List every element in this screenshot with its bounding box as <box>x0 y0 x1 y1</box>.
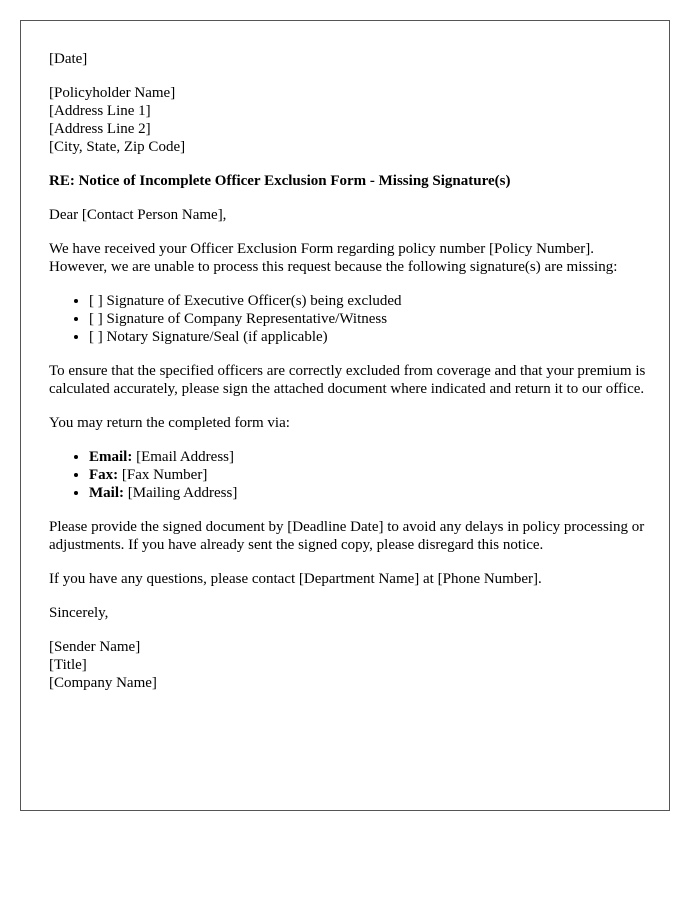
return-method-label: Email: <box>89 449 133 465</box>
return-method-fax <box>89 466 649 484</box>
recipient-name: [Policyholder Name] <box>49 85 176 101</box>
list-item: • [ ] Notary Signature/Seal (if applicable) <box>89 328 649 346</box>
sender-company: [Company Name] <box>49 675 157 691</box>
subject-line: RE: Notice of Incomplete Officer Exclusion Form - Missing Signature(s) <box>49 173 511 189</box>
closing: Sincerely, <box>49 605 109 621</box>
missing-signatures-list <box>49 292 649 346</box>
return-method-value: [Email Address] <box>132 449 234 465</box>
salutation: Dear [Contact Person Name], <box>49 207 227 223</box>
return-methods-list <box>49 448 649 502</box>
signature-block <box>49 638 649 692</box>
return-method-mail <box>89 484 649 502</box>
instructions-paragraph: To ensure that the specified officers are correctly excluded from coverage and that your premium is calculated accurately, please sign the attached document where indicated and return it to our office. <box>49 363 646 397</box>
list-item: • [ ] Signature of Executive Officer(s) being excluded <box>89 292 649 310</box>
contact-paragraph: If you have any questions, please contact [Department Name] at [Phone Number]. <box>49 571 542 587</box>
recipient-city-state-zip: [City, State, Zip Code] <box>49 139 186 155</box>
return-method-value: [Fax Number] <box>118 467 208 483</box>
return-intro: You may return the completed form via: <box>49 415 290 431</box>
deadline-paragraph: Please provide the signed document by [Deadline Date] to avoid any delays in policy processing or adjustments. If you have already sent the signed copy, please disregard this notice. <box>49 519 645 553</box>
return-method-value: [Mailing Address] <box>124 485 238 501</box>
return-method-label: Fax: <box>89 467 119 483</box>
return-method-email <box>89 448 649 466</box>
sender-name: [Sender Name] <box>49 639 141 655</box>
recipient-address-line-1: [Address Line 1] <box>49 103 151 119</box>
sender-title: [Title] <box>49 657 87 673</box>
return-method-label: Mail: <box>89 485 124 501</box>
recipient-address-line-2: [Address Line 2] <box>49 121 151 137</box>
intro-paragraph: We have received your Officer Exclusion Form regarding policy number [Policy Number]. However, we are unable to process this request because the following signature(s) are missing: <box>49 241 618 275</box>
letter-date: [Date] <box>49 51 88 67</box>
letter <box>20 20 670 811</box>
list-item: • [ ] Signature of Company Representative/Witness <box>89 310 649 328</box>
recipient-address <box>49 84 649 156</box>
